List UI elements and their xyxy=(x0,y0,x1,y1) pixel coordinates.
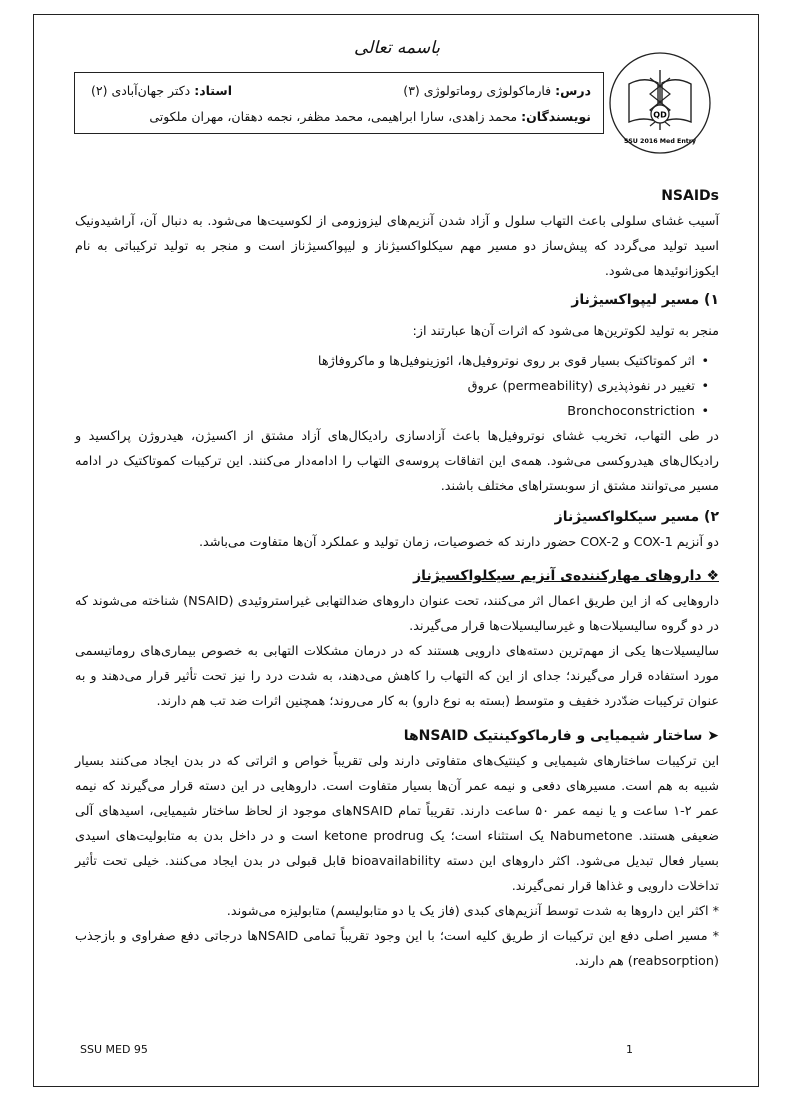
lipoxygenase-lead: منجر به تولید لکوترین‌ها می‌شود که اثرات آن‌ها عبارتند از: xyxy=(412,324,719,339)
course-line xyxy=(403,83,591,98)
cyclooxygenase-heading: ۲) مسیر سیکلواکسیژناز xyxy=(554,509,719,525)
bismillah: باسمه تعالی xyxy=(354,38,440,58)
cox-inhibitors-heading: ❖ داروهای مهارکننده‌ی آنزیم سیکلواکسیژناز xyxy=(413,568,719,584)
list-item: • تغییر در نفوذپذیری (permeability) عروق xyxy=(75,374,695,399)
authors-line xyxy=(149,109,591,124)
main-content xyxy=(75,184,719,974)
authors-label: نویسندگان: xyxy=(521,109,591,124)
excretion-note: * مسیر اصلی دفع این ترکیبات از طریق کلیه است؛ با این وجود تقریباً تمامی NSAIDها درجاتی دفع صفراوی و بازجذب (reabsorption) هم دارند. xyxy=(75,929,719,969)
footer-label: SSU MED 95 xyxy=(80,1043,148,1056)
lipoxygenase-heading: ۱) مسیر لیپواکسیژناز xyxy=(571,292,719,308)
section-title: NSAIDs xyxy=(661,188,719,204)
authors-value: محمد زاهدی، سارا ابراهیمی، محمد مظفر، نجمه دهقان، مهران ملکوتی xyxy=(149,109,518,124)
metabolism-note: * اکثر این داروها به شدت توسط آنزیم‌های کبدی (فاز یک یا دو متابولیسم) متابولیزه می‌شوند. xyxy=(226,904,719,919)
professor-line xyxy=(91,83,232,98)
inflammation-paragraph: در طی التهاب، تخریب غشای نوتروفیل‌ها باعث آزادسازی رادیکال‌های آزاد مشتق از اکسیژن، هیدروژن پراکسید و رادیکال‌های هیدروکسی می‌شود. همه‌ی این اتفاقات پروسه‌ی التهاب را ادامه‌دار می‌کنند. این ترکیبات کموتاکتیک در ادامه مسیر می‌توانند مشتق از سوبستراهای مختلف باشند. xyxy=(75,429,719,494)
effects-list xyxy=(75,349,719,424)
list-item: • اثر کموتاکتیک بسیار قوی بر روی نوتروفیل‌ها، ائوزینوفیل‌ها و ماکروفاژها xyxy=(75,349,695,374)
salicylates-paragraph: سالیسیلات‌ها یکی از مهم‌ترین دسته‌های دارویی هستند که در درمان مشکلات التهابی به خصوص بیماری‌های روماتیسمی مورد استفاده قرار می‌گیرند؛ جدای از این که التهاب را کاهش می‌دهند، به شدت درد را نیز تحت تأثیر قرار می‌دهند و به عنوان ترکیبات ضدّدرد خفیف و متوسط (بسته به نوع دارو) به کار می‌روند؛ همچنین اثرات ضد تب هم دارند. xyxy=(75,644,719,709)
page-number: 1 xyxy=(626,1043,633,1056)
professor-label: استاد: xyxy=(194,83,232,98)
list-item: • Bronchoconstriction xyxy=(75,399,695,424)
professor-value: دکتر جهان‌آبادی (۲) xyxy=(91,83,191,98)
cox-paragraph: دو آنزیم COX-1 و COX-2 حضور دارند که خصوصیات، زمان تولید و عملکرد آن‌ها متفاوت می‌باشد. xyxy=(198,535,719,550)
pharmacokinetics-paragraph: این ترکیبات ساختارهای شیمیایی و کینتیک‌های متفاوتی دارند ولی تقریباً خواص و اثراتی که در بدن ایجاد می‌کنند بسیار شبیه به هم است. مسیرهای دفعی و نیمه عمر آن‌ها بسیار متفاوت است. داروهایی در این دسته قرار می‌گیرند که نیمه عمر ۲-۱ ساعت و یا نیمه عمر ۵۰ ساعت دارند. تقریباً تمام NSAIDهای موجود از لحاظ ساختار شیمیایی، اسیدهای آلی ضعیفی هستند. Nabumetone یک استثناء است؛ یک ketone prodrug است و در داخل بدن به متابولیت‌های اسیدی بسیار فعال تبدیل می‌شود. اکثر داروهای این دسته bioavailability قابل قبولی در بدن ایجاد می‌کنند. خیلی تحت تأثیر تداخلات دارویی و غذاها قرار نمی‌گیرند. xyxy=(75,754,719,894)
logo-letters: QD xyxy=(653,110,667,120)
course-label: درس: xyxy=(555,83,591,98)
nsaid-definition-paragraph: داروهایی که از این طریق اعمال اثر می‌کنند، تحت عنوان داروهای ضدالتهابی غیراستروئیدی (NSAID) شناخته می‌شوند که در دو گروه سالیسیلات‌ها و غیرسالیسیلات‌ها قرار می‌گیرند. xyxy=(75,594,719,634)
course-header xyxy=(74,72,604,134)
logo-caption: SSU 2016 Med Entry xyxy=(623,138,697,145)
ssu-logo xyxy=(607,50,713,156)
pharmacokinetics-heading: ➤ ساختار شیمیایی و فارماکوکینتیک NSAIDها xyxy=(403,728,719,744)
course-value: فارماکولوژی روماتولوژی (۳) xyxy=(403,83,552,98)
intro-paragraph: آسیب غشای سلولی باعث التهاب سلول و آزاد شدن آنزیم‌های لیزوزومی از لکوسیت‌ها می‌شود. به دنبال آن، آراشیدونیک اسید تولید می‌گردد که پیش‌ساز دو مسیر مهم سیکلواکسیژناز و لیپواکسیژناز است و منجر به تولید ترکیباتی به نام ایکوزانوئیدها می‌شود. xyxy=(75,214,719,279)
